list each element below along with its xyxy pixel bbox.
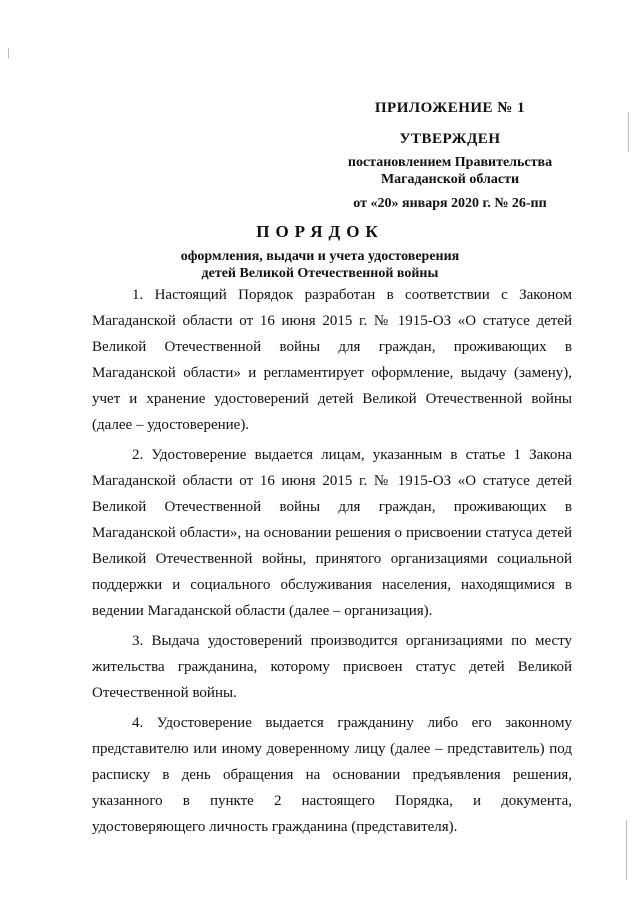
scan-artifact-right-bottom [626,820,627,880]
paragraph-3: 3. Выдача удостоверений производится организациями по месту жительства гражданина, которому присвоен статус детей Великой Отечественной войны. [92,633,572,701]
document-subtitle [100,248,540,282]
scan-artifact-right-top [628,112,629,152]
document-body [92,282,572,844]
approved-heading: УТВЕРЖДЕН [399,131,501,147]
appendix-heading: ПРИЛОЖЕНИЕ № 1 [374,100,526,116]
paragraph-2: 2. Удостоверение выдается лицам, указанным в статье 1 Закона Магаданской области от 16 июня 2015 г. № 1915-ОЗ «О статусе детей Великой Отечественной войны для граждан, проживающих в Магаданской области», на основании решения о присвоении статуса детей Великой Отечественной войны, принятого организациями социальной поддержки и социального обслуживания населения, находящимися в ведении Магаданской области (далее – организация). [92,447,572,619]
decree-line-2: Магаданской области [380,172,520,187]
decree-line-1: постановлением Правительства [347,155,553,170]
subtitle-line-1: оформления, выдачи и учета удостоверения [180,249,460,264]
paragraph-4: 4. Удостоверение выдается гражданину либо его законному представителю или иному доверенному лицу (далее – представитель) под расписку в день обращения на основании предъявления решения, указанного в пункте 2 настоящего Порядка, и документа, удостоверяющего личность гражданина (представителя). [92,715,572,835]
subtitle-line-2: детей Великой Отечественной войны [201,266,439,281]
scan-artifact-left [8,48,9,58]
decree-date-number: от «20» января 2020 г. № 26-пп [353,196,547,211]
document-title: ПОРЯДОК [256,222,384,241]
decree-reference [320,154,580,188]
paragraph-1: 1. Настоящий Порядок разработан в соответствии с Законом Магаданской области от 16 июня 2015 г. № 1915-ОЗ «О статусе детей Великой Отечественной войны для граждан, проживающих в Магаданской области» и регламентирует оформление, выдачу (замену), учет и хранение удостоверений детей Великой Отечественной войны (далее – удостоверение). [92,287,572,433]
